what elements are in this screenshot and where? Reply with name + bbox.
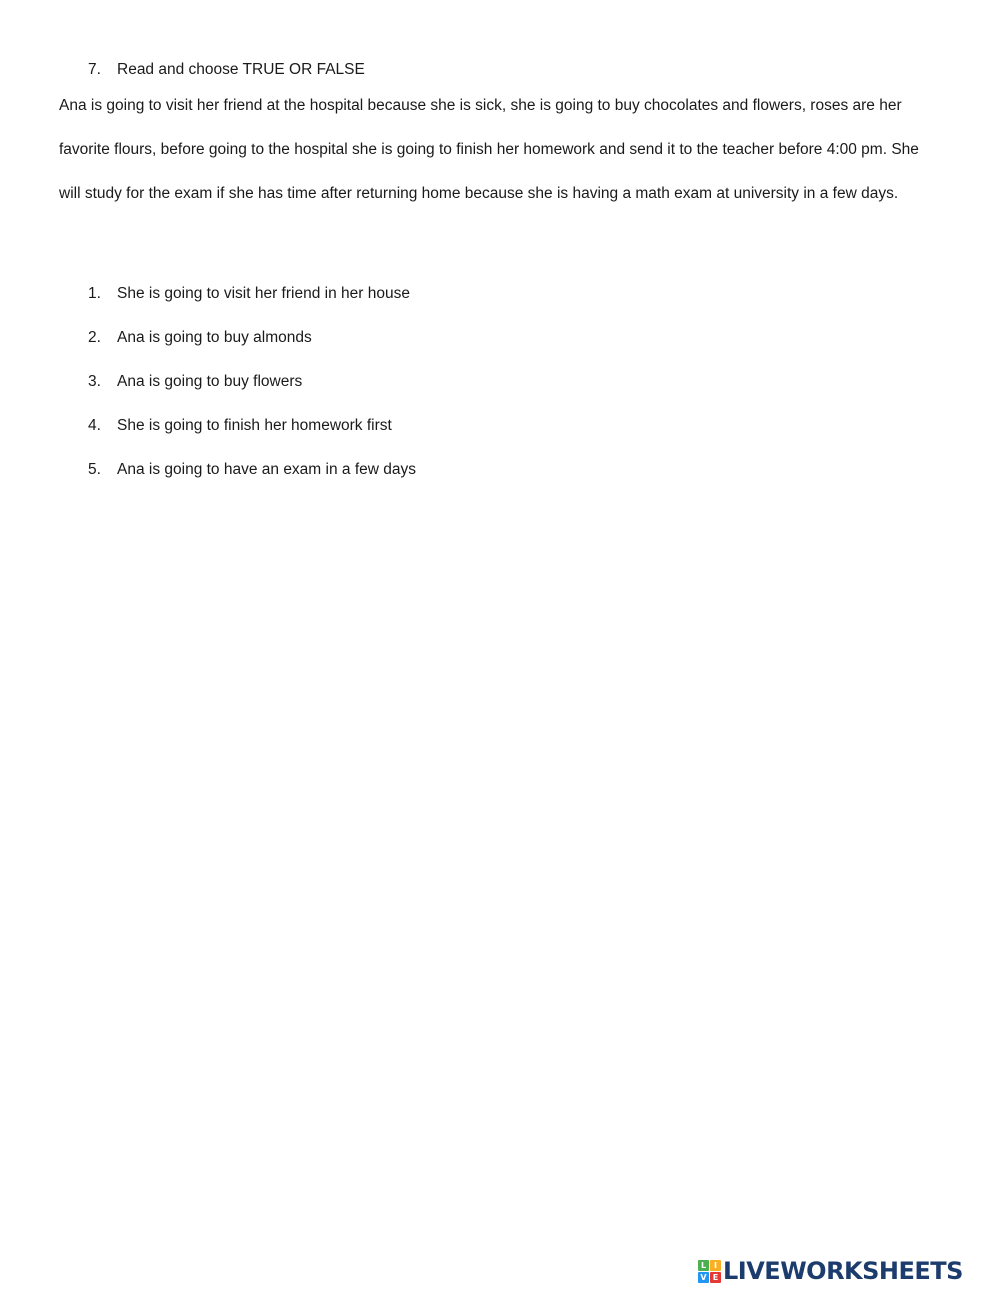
question-text: Ana is going to buy almonds [117, 329, 312, 346]
logo-block-v: V [698, 1272, 709, 1283]
logo-blocks-icon [698, 1260, 721, 1283]
liveworksheets-logo [698, 1257, 963, 1285]
question-item [88, 328, 416, 372]
question-item [88, 284, 416, 328]
logo-text: LIVEWORKSHEETS [723, 1257, 963, 1285]
logo-block-e: E [710, 1272, 721, 1283]
question-text: She is going to finish her homework first [117, 417, 392, 434]
question-number: 2. [88, 329, 101, 346]
exercise-number: 7. [88, 61, 101, 78]
question-list [88, 284, 416, 504]
question-number: 3. [88, 373, 101, 390]
question-text: Ana is going to have an exam in a few days [117, 461, 416, 478]
question-text: She is going to visit her friend in her house [117, 285, 410, 302]
question-number: 4. [88, 417, 101, 434]
exercise-instruction: Read and choose TRUE OR FALSE [117, 61, 365, 78]
reading-passage: Ana is going to visit her friend at the hospital because she is sick, she is going to buy chocolates and flowers, roses are her favorite flours, before going to the hospital she is going to finish her homework and send it to the teacher before 4:00 pm. She will study for the exam if she has time after returning home because she is having a math exam at university in a few days. [59, 97, 919, 202]
question-item [88, 416, 416, 460]
logo-block-i: I [710, 1260, 721, 1271]
exercise-heading [88, 60, 365, 80]
question-item [88, 460, 416, 504]
question-number: 5. [88, 461, 101, 478]
logo-block-l: L [698, 1260, 709, 1271]
question-text: Ana is going to buy flowers [117, 373, 303, 390]
question-number: 1. [88, 285, 101, 302]
question-item [88, 372, 416, 416]
